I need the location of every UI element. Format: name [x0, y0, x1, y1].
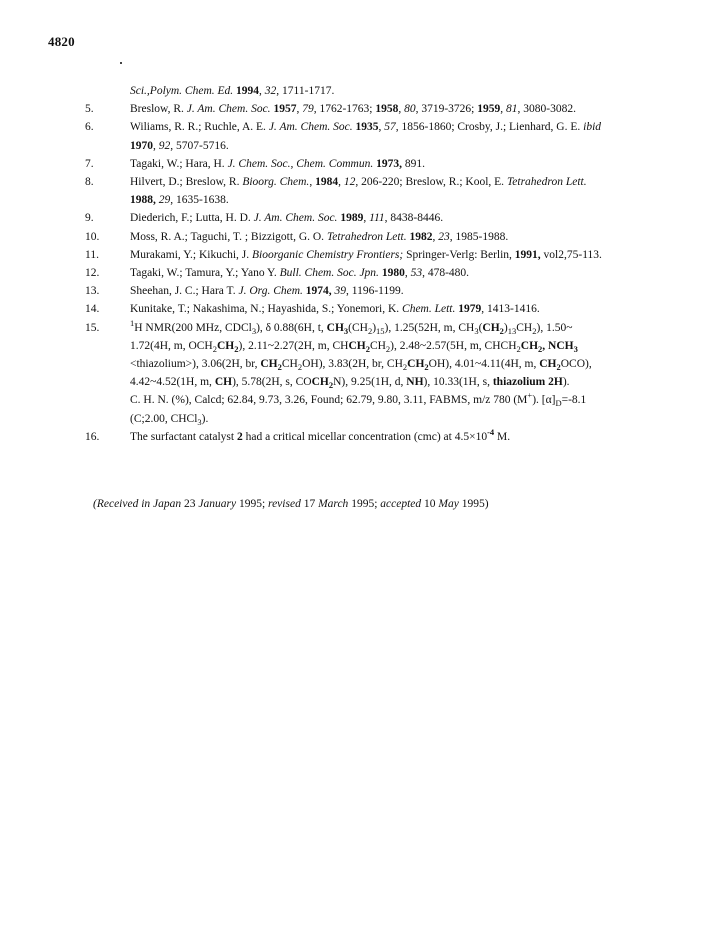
print-speck: [120, 62, 122, 64]
reference-number: 14.: [85, 303, 100, 316]
reference-number: 6.: [85, 121, 94, 134]
reference-item: [85, 118, 685, 136]
reference-text: Diederich, F.; Lutta, H. D. J. Am. Chem. Soc. 1989, 111, 8438-8446.: [130, 212, 444, 225]
reference-number: [85, 337, 130, 355]
reference-number: 15.: [85, 321, 100, 334]
reference-number: 10.: [85, 230, 100, 243]
reference-text: Murakami, Y.; Kikuchi, J. Bioorganic Chemistry Frontiers; Springer-Verlg: Berlin, 1991, vol2,75-113.: [130, 248, 602, 261]
reference-item: [85, 100, 685, 118]
reference-number: [85, 355, 130, 373]
reference-number: [85, 137, 130, 155]
reference-text: Wiliams, R. R.; Ruchle, A. E. J. Am. Chem. Soc. 1935, 57, 1856-1860; Crosby, J.; Lienhard, G. E. ibid: [130, 121, 602, 134]
reference-list: [85, 82, 685, 446]
reference-item: [85, 264, 685, 282]
reference-number: [85, 82, 130, 100]
reference-number: 9.: [85, 212, 94, 225]
reference-text: $^1$H NMR(200 MHz, CDCl$_3$), δ 0.88(6H, t, $CH_3(CH_2)_{15}$), 1.25(52H, m, $CH_3(CH_2)_{13}CH_2$), 1.50~: [130, 317, 573, 336]
reference-text: Moss, R. A.; Taguchi, T. ; Bizzigott, G. O. Tetrahedron Lett. 1982, 23, 1985-1988.: [130, 230, 509, 243]
reference-item: [85, 173, 685, 191]
reference-item: [85, 300, 685, 318]
reference-line: [85, 337, 685, 355]
reference-line: [85, 191, 685, 209]
reference-number: 13.: [85, 285, 100, 298]
reference-text: Sci.,Polym. Chem. Ed. 1994, 32, 1711-1717.: [130, 85, 335, 97]
reference-number: 12.: [85, 267, 100, 280]
reference-text: Hilvert, D.; Breslow, R. Bioorg. Chem., 1984, 12, 206-220; Breslow, R.; Kool, E. Tetrahedron Lett.: [130, 176, 587, 189]
reference-text: (C;2.00, CHCl$_3$).: [130, 412, 209, 427]
reference-text: Kunitake, T.; Nakashima, N.; Hayashida, S.; Yonemori, K. Chem. Lett. 1979, 1413-1416.: [130, 303, 540, 316]
reference-text: 1.72(4H, m, $OCH_2CH_2$), 2.11~2.27(2H, m, $CHCH_2CH_2$), 2.48~2.57(5H, m, $CHCH_2CH_2$, $NCH_3$: [130, 339, 578, 354]
reference-item: [85, 319, 685, 337]
reference-number: [85, 191, 130, 209]
reference-number: 7.: [85, 157, 94, 170]
received-note: (Received in Japan 23 January 1995; revised 17 March 1995; accepted 10 May 1995): [93, 498, 489, 510]
reference-text: Tagaki, W.; Hara, H. J. Chem. Soc., Chem. Commun. 1973, 891.: [130, 157, 425, 170]
reference-item: [85, 282, 685, 300]
reference-text: 1988, 29, 1635-1638.: [130, 194, 229, 207]
reference-item: [85, 209, 685, 227]
reference-number: [85, 373, 130, 391]
reference-number: 8.: [85, 176, 94, 189]
reference-item: [85, 228, 685, 246]
reference-number: 11.: [85, 248, 99, 261]
reference-text: C. H. N. (%), Calcd; 62.84, 9.73, 3.26, Found; 62.79, 9.80, 3.11, FABMS, m/z 780 (M+). $[\alpha]_D=-8.1$: [130, 390, 587, 409]
reference-text: 4.42~4.52(1H, m, CH), 5.78(2H, s, $COCH_2N$), 9.25(1H, d, NH), 10.33(1H, s, thiazolium 2H).: [130, 376, 570, 391]
reference-line: [85, 391, 685, 409]
reference-item: [85, 82, 685, 100]
reference-number: [85, 391, 130, 409]
reference-item: [85, 246, 685, 264]
reference-text: Tagaki, W.; Tamura, Y.; Yano Y. Bull. Chem. Soc. Jpn. 1980, 53, 478-480.: [130, 267, 470, 280]
reference-text: Breslow, R. J. Am. Chem. Soc. 1957, 79, 1762-1763; 1958, 80, 3719-3726; 1959, 81, 3080-3082.: [130, 103, 576, 116]
reference-text: The surfactant catalyst 2 had a critical micellar concentration (cmc) at $4.5\times 10^{-4}$ M.: [130, 426, 511, 443]
reference-line: [85, 410, 685, 428]
reference-number: 5.: [85, 103, 94, 116]
reference-item: [85, 155, 685, 173]
reference-line: [85, 137, 685, 155]
reference-number: 16.: [85, 430, 100, 443]
reference-line: [85, 355, 685, 373]
reference-item: [85, 428, 685, 446]
reference-number: [85, 410, 130, 428]
reference-text: 1970, 92, 5707-5716.: [130, 139, 229, 152]
page-number: 4820: [48, 34, 75, 49]
reference-text: Sheehan, J. C.; Hara T. J. Org. Chem. 1974, 39, 1196-1199.: [130, 285, 404, 298]
reference-line: [85, 373, 685, 391]
reference-text: <thiazolium>), 3.06(2H, br, $CH_2CH_2OH$), 3.83(2H, br, $CH_2CH_2OH$), 4.01~4.11(4H, m, $CH_2OCO$),: [130, 358, 592, 373]
